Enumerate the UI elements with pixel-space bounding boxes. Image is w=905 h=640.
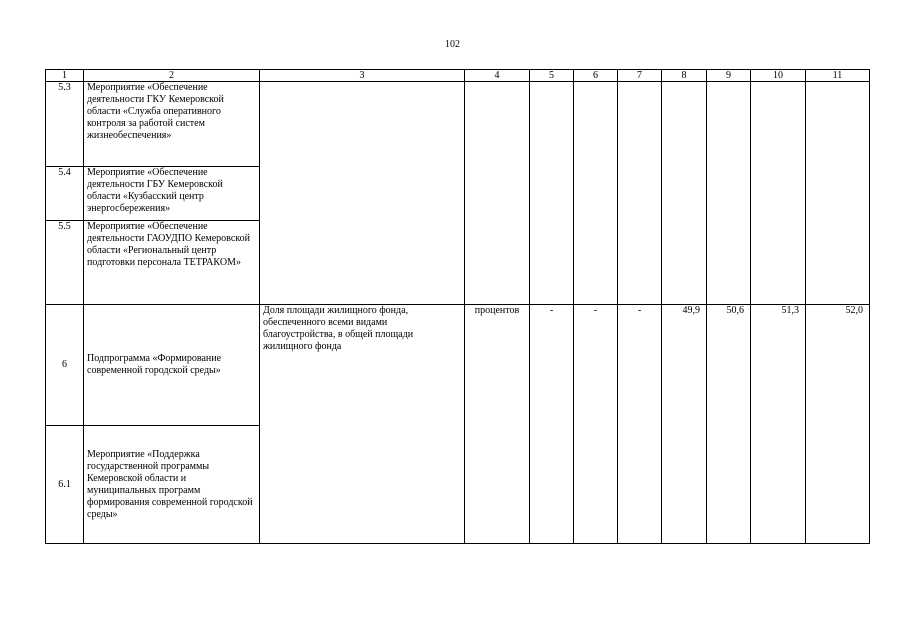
table-row bbox=[46, 305, 870, 426]
table-row bbox=[46, 82, 870, 167]
program-table bbox=[45, 69, 870, 544]
value-cell-5: - bbox=[530, 305, 574, 544]
value-cell-7: - bbox=[618, 305, 662, 544]
value-cell-7 bbox=[618, 82, 662, 305]
row-number: 5.3 bbox=[46, 82, 84, 167]
value-cell-8 bbox=[662, 82, 707, 305]
header-cell-5: 5 bbox=[530, 70, 574, 82]
header-cell-3: 3 bbox=[260, 70, 465, 82]
row-title: Мероприятие «Поддержка государственной программы Кемеровской области и муниципальных программ формирования современной городской среды» bbox=[84, 426, 260, 544]
value-cell-9: 50,6 bbox=[707, 305, 751, 544]
unit-cell bbox=[465, 82, 530, 305]
header-row bbox=[46, 70, 870, 82]
header-cell-9: 9 bbox=[707, 70, 751, 82]
indicator-cell: Доля площади жилищного фонда, обеспеченного всеми видами благоустройства, в общей площади жилищного фонда bbox=[260, 305, 465, 544]
header-cell-2: 2 bbox=[84, 70, 260, 82]
row-title: Мероприятие «Обеспечение деятельности ГАОУДПО Кемеровской области «Региональный центр подготовки персонала ТЕТРАКОМ» bbox=[84, 221, 260, 305]
row-title: Мероприятие «Обеспечение деятельности ГКУ Кемеровской области «Служба оперативного контроля за работой систем жизнеобеспечения» bbox=[84, 82, 260, 167]
header-cell-10: 10 bbox=[751, 70, 806, 82]
header-cell-11: 11 bbox=[806, 70, 870, 82]
row-number: 5.5 bbox=[46, 221, 84, 305]
value-cell-10: 51,3 bbox=[751, 305, 806, 544]
row-title: Подпрограмма «Формирование современной городской среды» bbox=[84, 305, 260, 426]
row-number: 5.4 bbox=[46, 167, 84, 221]
value-cell-8: 49,9 bbox=[662, 305, 707, 544]
row-number: 6.1 bbox=[46, 426, 84, 544]
header-cell-8: 8 bbox=[662, 70, 707, 82]
header-cell-1: 1 bbox=[46, 70, 84, 82]
value-cell-10 bbox=[751, 82, 806, 305]
value-cell-6 bbox=[574, 82, 618, 305]
unit-cell: процентов bbox=[465, 305, 530, 544]
value-cell-9 bbox=[707, 82, 751, 305]
indicator-cell bbox=[260, 82, 465, 305]
header-cell-6: 6 bbox=[574, 70, 618, 82]
header-cell-4: 4 bbox=[465, 70, 530, 82]
header-cell-7: 7 bbox=[618, 70, 662, 82]
value-cell-11 bbox=[806, 82, 870, 305]
row-title: Мероприятие «Обеспечение деятельности ГБУ Кемеровской области «Кузбасский центр энергосбережения» bbox=[84, 167, 260, 221]
row-number: 6 bbox=[46, 305, 84, 426]
value-cell-11: 52,0 bbox=[806, 305, 870, 544]
page-number: 102 bbox=[445, 39, 460, 50]
value-cell-6: - bbox=[574, 305, 618, 544]
value-cell-5 bbox=[530, 82, 574, 305]
